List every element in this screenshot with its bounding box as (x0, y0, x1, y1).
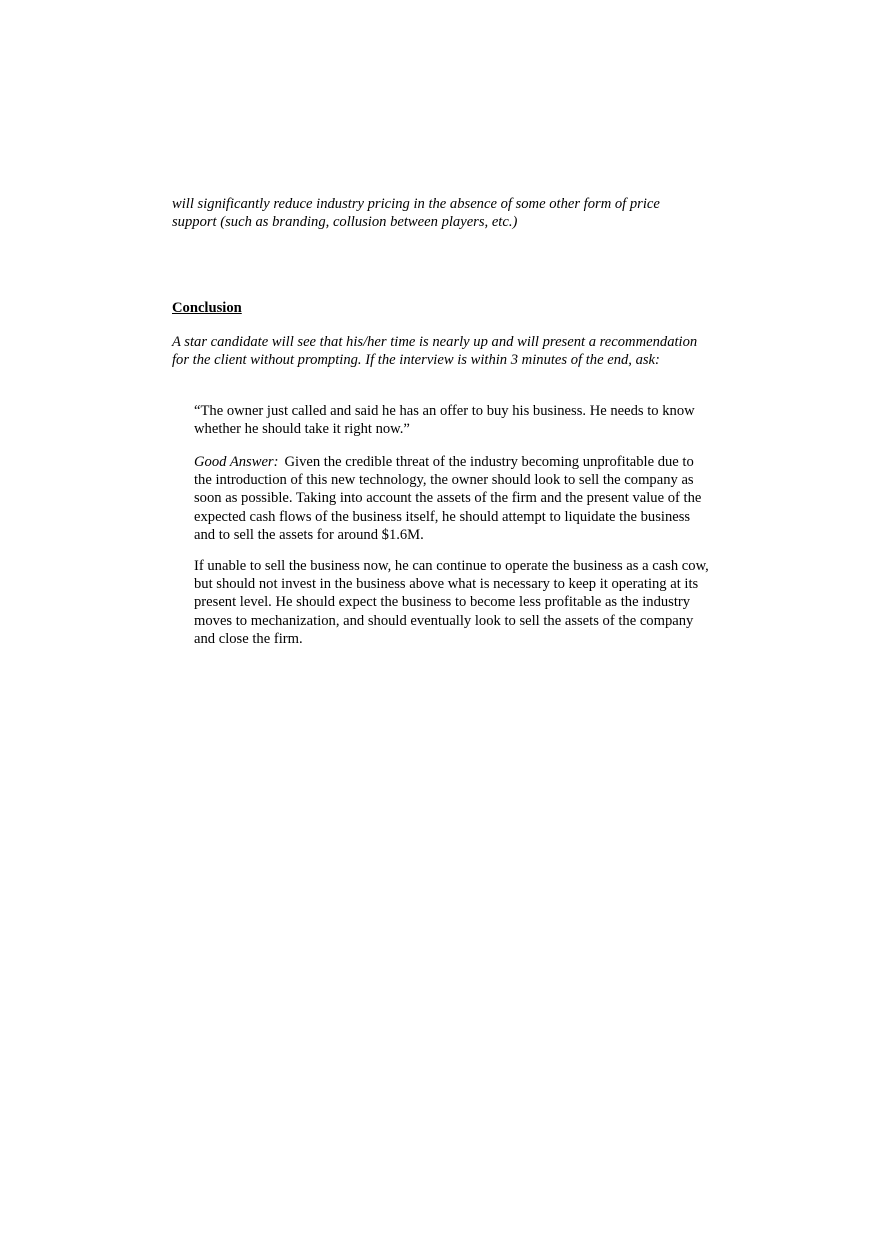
good-answer-label: Good Answer: (194, 454, 279, 470)
good-answer-paragraph (194, 453, 714, 544)
interviewer-question-quote: “The owner just called and said he has an offer to buy his business. He needs to know whether he should take it right now.” (194, 403, 695, 438)
good-answer-text: Given the credible threat of the industry becoming unprofitable due to the introduction of this new technology, the owner should look to sell the company as soon as possible. Taking into account the assets of the firm and the present value of the expected cash flows of the business itself, he should attempt to liquidate the business and to sell the assets for around $1.6M. (194, 454, 702, 543)
intro-continuation-paragraph: will significantly reduce industry pricing in the absence of some other form of price support (such as branding, collusion between players, etc.) (172, 196, 660, 231)
interviewer-instruction-paragraph: A star candidate will see that his/her time is nearly up and will present a recommendation for the client without prompting. If the interview is within 3 minutes of the end, ask: (172, 334, 698, 369)
section-heading-conclusion: Conclusion (172, 300, 242, 316)
followup-paragraph: If unable to sell the business now, he can continue to operate the business as a cash cow, but should not invest in the business above what is necessary to keep it operating at its present level. He should expect the business to become less profitable as the industry moves to mechanization, and should eventually look to sell the assets of the company and close the firm. (194, 558, 709, 647)
